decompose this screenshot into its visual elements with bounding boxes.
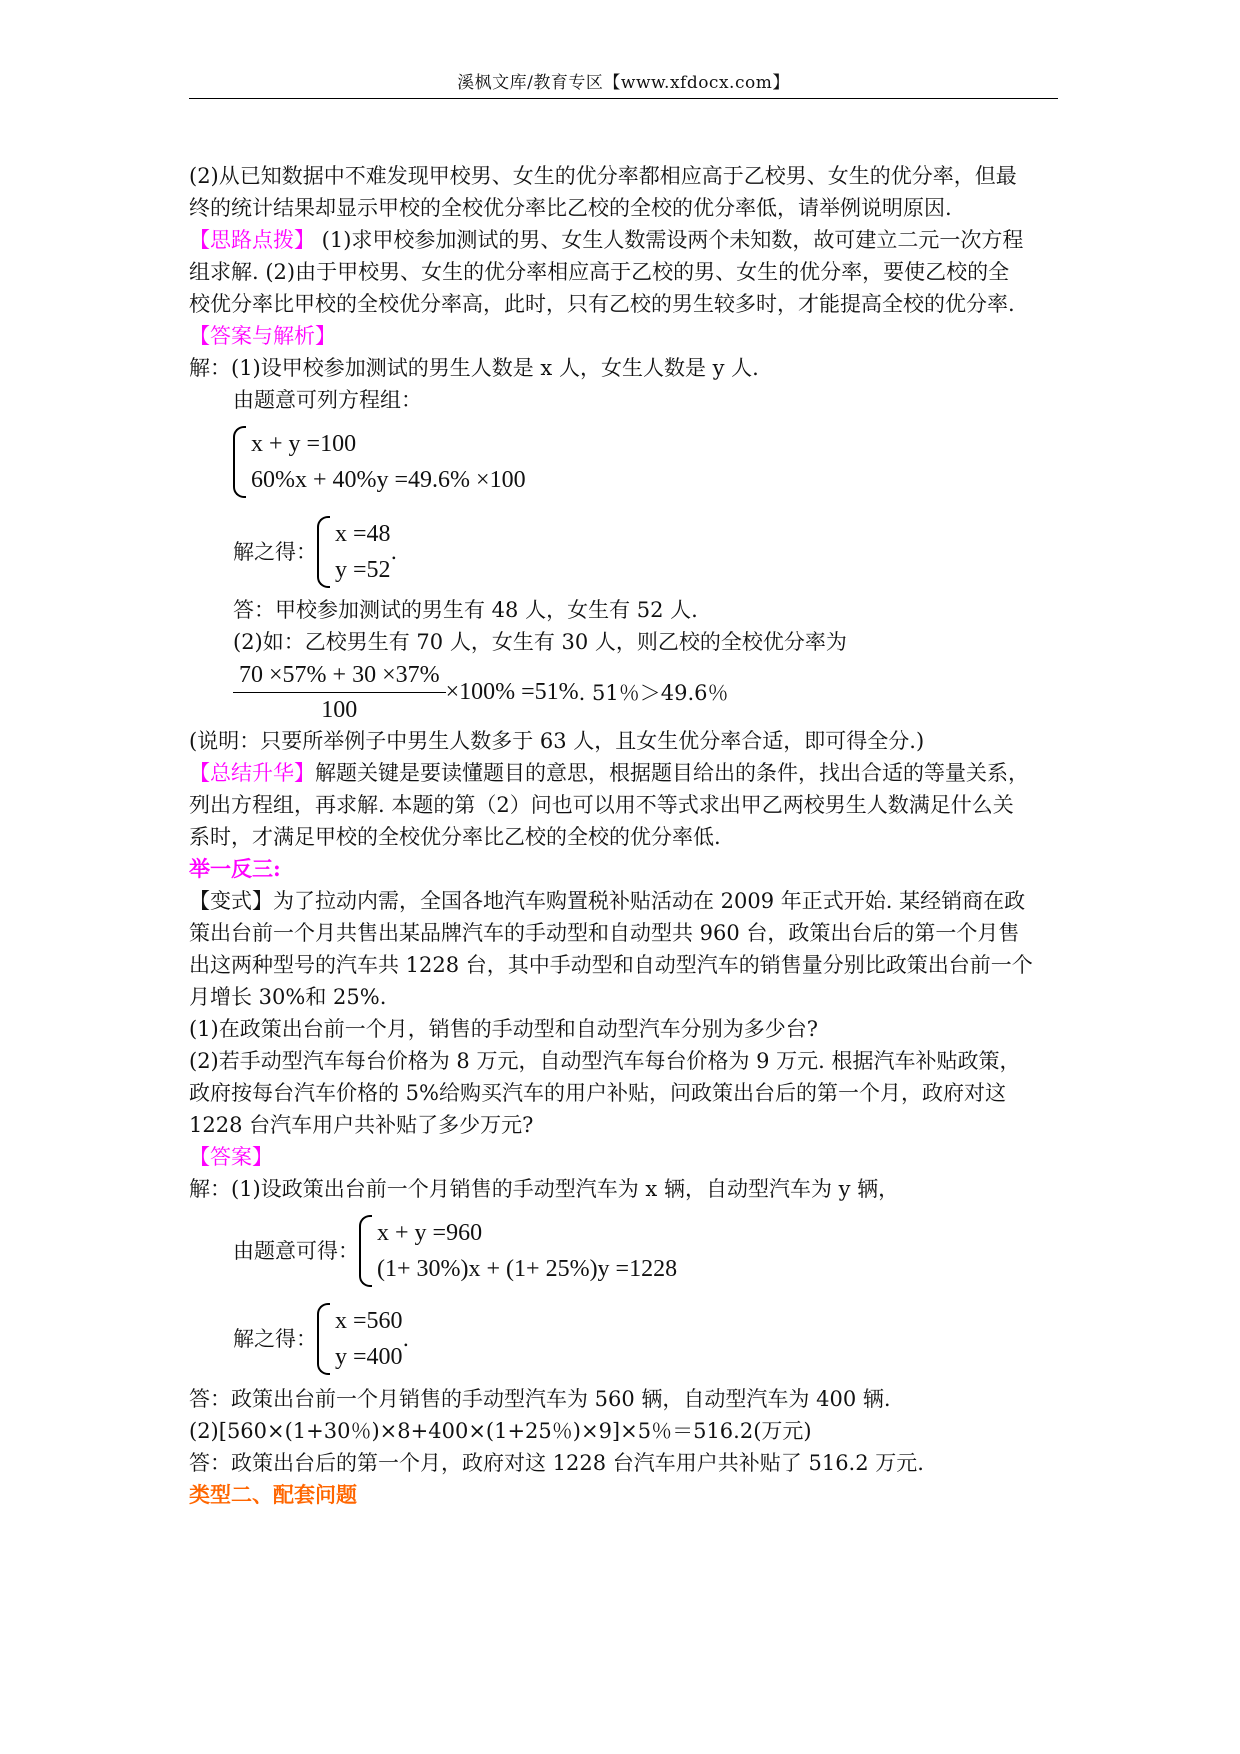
summary-paragraph-line-1: [189, 757, 1069, 789]
comparison-text: . 51％＞49.6％: [578, 680, 729, 705]
summary-text-1: 解题关键是要读懂题目的意思，根据题目给出的条件，找出合适的等量关系，: [315, 761, 1029, 785]
hint-tag: 【思路点拨】: [189, 228, 315, 252]
summary-text-2: 列出方程组，再求解. 本题的第（2）问也可以用不等式求出甲乙两校男生人数满足什么关: [189, 793, 1014, 817]
solution-system-2: [189, 1303, 1069, 1375]
note-line: (说明：只要所举例子中男生人数多于 63 人，且女生优分率合适，即可得全分.): [189, 729, 925, 753]
answer-line-2: (2)如：乙校男生有 70 人，女生有 30 人，则乙校的全校优分率为: [233, 630, 847, 654]
period: .: [402, 1327, 410, 1351]
fraction-result: ×100% =51%: [445, 679, 579, 705]
summary-text-3: 系时，才满足甲校的全校优分率比乙校的全校的优分率低.: [189, 825, 721, 849]
answer-analysis-tag: 【答案与解析】: [189, 324, 336, 348]
brace: [233, 426, 246, 498]
brace: [317, 516, 330, 588]
calculation-line: (2)[560×(1+30％)×8+400×(1+25％)×9]×5％＝516.2(万元): [189, 1419, 812, 1443]
solution-x-2: x =560: [335, 1308, 403, 1334]
solution-2-line-1: 解：(1)设政策出台前一个月销售的手动型汽车为 x 辆，自动型汽车为 y 辆，: [189, 1177, 900, 1201]
answer-line-4: 答：政策出台后的第一个月，政府对这 1228 台汽车用户共补贴了 516.2 万元.: [189, 1451, 924, 1475]
period: .: [390, 540, 398, 564]
document-body: [189, 160, 1069, 1511]
variant-question-2-line-3: 1228 台汽车用户共补贴了多少万元?: [189, 1113, 534, 1137]
solution-y-2: y =400: [335, 1344, 403, 1370]
practice-heading: 举一反三:: [189, 856, 281, 881]
variant-line-1: 【变式】为了拉动内需，全国各地汽车购置税补贴活动在 2009 年正式开始. 某经销商在政: [189, 889, 1026, 913]
solution-x-1: x =48: [335, 521, 391, 547]
brace: [359, 1215, 372, 1287]
equation-2b: (1+ 30%)x + (1+ 25%)y =1228: [377, 1256, 678, 1282]
solve-label-1: 解之得：: [233, 540, 317, 564]
equation-system-1: [189, 426, 1069, 498]
hint-text-3: 校优分率比甲校的全校优分率高，此时，只有乙校的男生较多时，才能提高全校的优分率.: [189, 292, 1015, 316]
section-heading-type-2: 类型二、配套问题: [189, 1482, 357, 1507]
solution-line-2: 由题意可列方程组：: [233, 388, 422, 412]
hint-text-1: (1)求甲校参加测试的男、女生人数需设两个未知数，故可建立二元一次方程: [315, 228, 1024, 252]
solve-label-2: 解之得：: [233, 1327, 317, 1351]
equation-1a: x + y =100: [251, 431, 357, 457]
brace: [317, 1303, 330, 1375]
answer-line-3: 答：政策出台前一个月销售的手动型汽车为 560 辆，自动型汽车为 400 辆.: [189, 1387, 891, 1411]
fraction: [233, 660, 446, 725]
variant-line-4: 月增长 30%和 25%.: [189, 985, 387, 1009]
solution-y-1: y =52: [335, 557, 391, 583]
fraction-numerator: 70 ×57% + 30 ×37%: [233, 660, 446, 693]
solution-system-1: [189, 516, 1069, 588]
equation-system-2: [189, 1215, 1069, 1287]
variant-line-2: 策出台前一个月共售出某品牌汽车的手动型和自动型共 960 台，政策出台后的第一个月售: [189, 921, 1020, 945]
equation-label-2: 由题意可得：: [233, 1239, 359, 1263]
answer-line-1: 答：甲校参加测试的男生有 48 人，女生有 52 人.: [233, 598, 698, 622]
hint-text-2: 组求解. (2)由于甲校男、女生的优分率相应高于乙校的男、女生的优分率，要使乙校的全: [189, 260, 1010, 284]
equation-1b: 60%x + 40%y =49.6% ×100: [251, 467, 526, 493]
fraction-expression: [189, 660, 1069, 725]
page-header: 溪枫文库/教育专区【www.xfdocx.com】: [189, 70, 1058, 99]
variant-question-1: (1)在政策出台前一个月，销售的手动型和自动型汽车分别为多少台?: [189, 1017, 819, 1041]
question-2-line-2: 终的统计结果却显示甲校的全校优分率比乙校的全校的优分率低，请举例说明原因.: [189, 196, 952, 220]
answer-tag: 【答案】: [189, 1145, 273, 1169]
variant-line-3: 出这两种型号的汽车共 1228 台，其中手动型和自动型汽车的销售量分别比政策出台前一个: [189, 953, 1033, 977]
variant-question-2-line-2: 政府按每台汽车价格的 5%给购买汽车的用户补贴，问政策出台后的第一个月，政府对这: [189, 1081, 1006, 1105]
summary-tag: 【总结升华】: [189, 761, 315, 785]
equation-2a: x + y =960: [377, 1220, 483, 1246]
hint-paragraph-line-1: [189, 224, 1069, 256]
fraction-denominator: 100: [321, 697, 358, 723]
question-2-line-1: (2)从已知数据中不难发现甲校男、女生的优分率都相应高于乙校男、女生的优分率，但最: [189, 164, 1017, 188]
solution-line-1: 解：(1)设甲校参加测试的男生人数是 x 人，女生人数是 y 人.: [189, 356, 759, 380]
variant-question-2-line-1: (2)若手动型汽车每台价格为 8 万元，自动型汽车每台价格为 9 万元. 根据汽车补贴政策，: [189, 1049, 1021, 1073]
